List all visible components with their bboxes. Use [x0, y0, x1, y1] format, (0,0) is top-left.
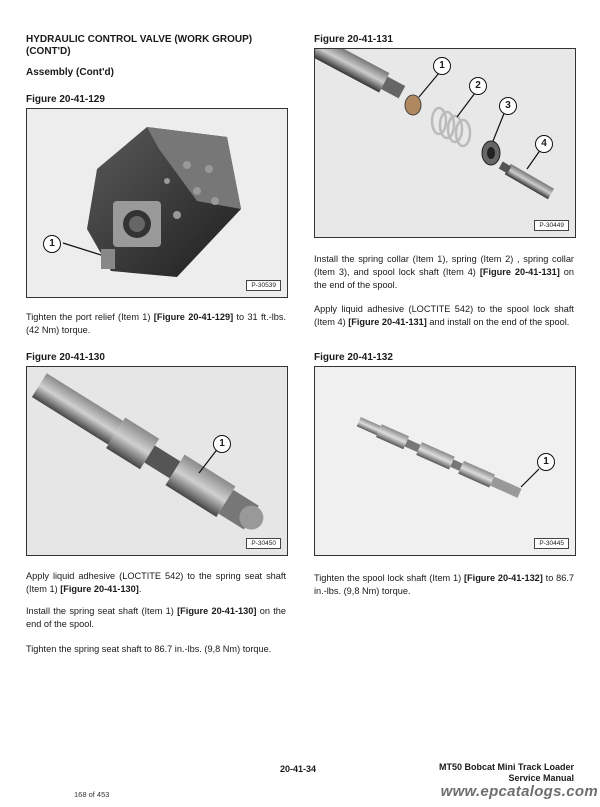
- figure-132-image: [314, 366, 576, 556]
- watermark: www.epcatalogs.com: [440, 783, 598, 800]
- figure-130-image: [26, 366, 288, 556]
- callout-4: 4: [535, 135, 553, 153]
- callout-2: 2: [469, 77, 487, 95]
- manual-title-line2: Service Manual: [508, 773, 574, 783]
- manual-title: [420, 762, 574, 784]
- figure-131-image: [314, 48, 576, 238]
- spool-illustration: [27, 367, 287, 555]
- paragraph-install-spring-collar: Install the spring collar (Item 1), spring (Item 2) , spring collar (Item 3), and spool lock shaft (Item 4) [Figure 20-41-131] on the end of the spool.: [314, 254, 575, 290]
- manual-title-line1: MT50 Bobcat Mini Track Loader: [438, 762, 574, 772]
- figure-132-code: P-30445: [534, 538, 569, 549]
- callout-1: 1: [43, 235, 61, 253]
- paragraph-install-spring-seat: Install the spring seat shaft (Item 1) [Figure 20-41-130] on the end of the spool.: [26, 606, 286, 629]
- figure-129-image: [26, 108, 288, 298]
- paragraph-adhesive-spool-lock: Apply liquid adhesive (LOCTITE 542) to the spool lock shaft (Item 4) [Figure 20-41-131] and install on the end of the spool.: [314, 304, 574, 327]
- callout-3: 3: [499, 97, 517, 115]
- callout-1: 1: [213, 435, 231, 453]
- figure-130-code: P-30450: [246, 538, 281, 549]
- section-title-line2: (CONT'D): [26, 46, 71, 57]
- page-number: 20-41-34: [280, 764, 317, 774]
- valve-body-illustration: [27, 109, 287, 297]
- page-count: 168 of 453: [74, 790, 110, 799]
- spool-lock-shaft-illustration: [315, 367, 575, 555]
- subtitle: Assembly (Cont'd): [26, 67, 114, 78]
- paragraph-adhesive-spring-seat: Apply liquid adhesive (LOCTITE 542) to the spring seat shaft (Item 1) [Figure 20-41-130].: [26, 571, 286, 594]
- paragraph-port-relief: Tighten the port relief (Item 1) [Figure 20-41-129] to 31 ft.-lbs. (42 Nm) torque.: [26, 312, 286, 335]
- figure-130-title: Figure 20-41-130: [26, 352, 105, 363]
- callout-1: 1: [537, 453, 555, 471]
- section-title: [26, 34, 296, 58]
- paragraph-tighten-spring-seat: Tighten the spring seat shaft to 86.7 in.-lbs. (9,8 Nm) torque.: [26, 644, 272, 654]
- figure-129-title: Figure 20-41-129: [26, 94, 105, 105]
- section-title-line1: HYDRAULIC CONTROL VALVE (WORK GROUP): [26, 34, 253, 45]
- figure-131-code: P-30449: [534, 220, 569, 231]
- figure-131-title: Figure 20-41-131: [314, 34, 393, 45]
- figure-132-title: Figure 20-41-132: [314, 352, 393, 363]
- paragraph-tighten-spool-lock: Tighten the spool lock shaft (Item 1) [Figure 20-41-132] to 86.7 in.-lbs. (9,8 Nm) torque.: [314, 573, 574, 596]
- figure-129-code: P-30539: [246, 280, 281, 291]
- callout-1: 1: [433, 57, 451, 75]
